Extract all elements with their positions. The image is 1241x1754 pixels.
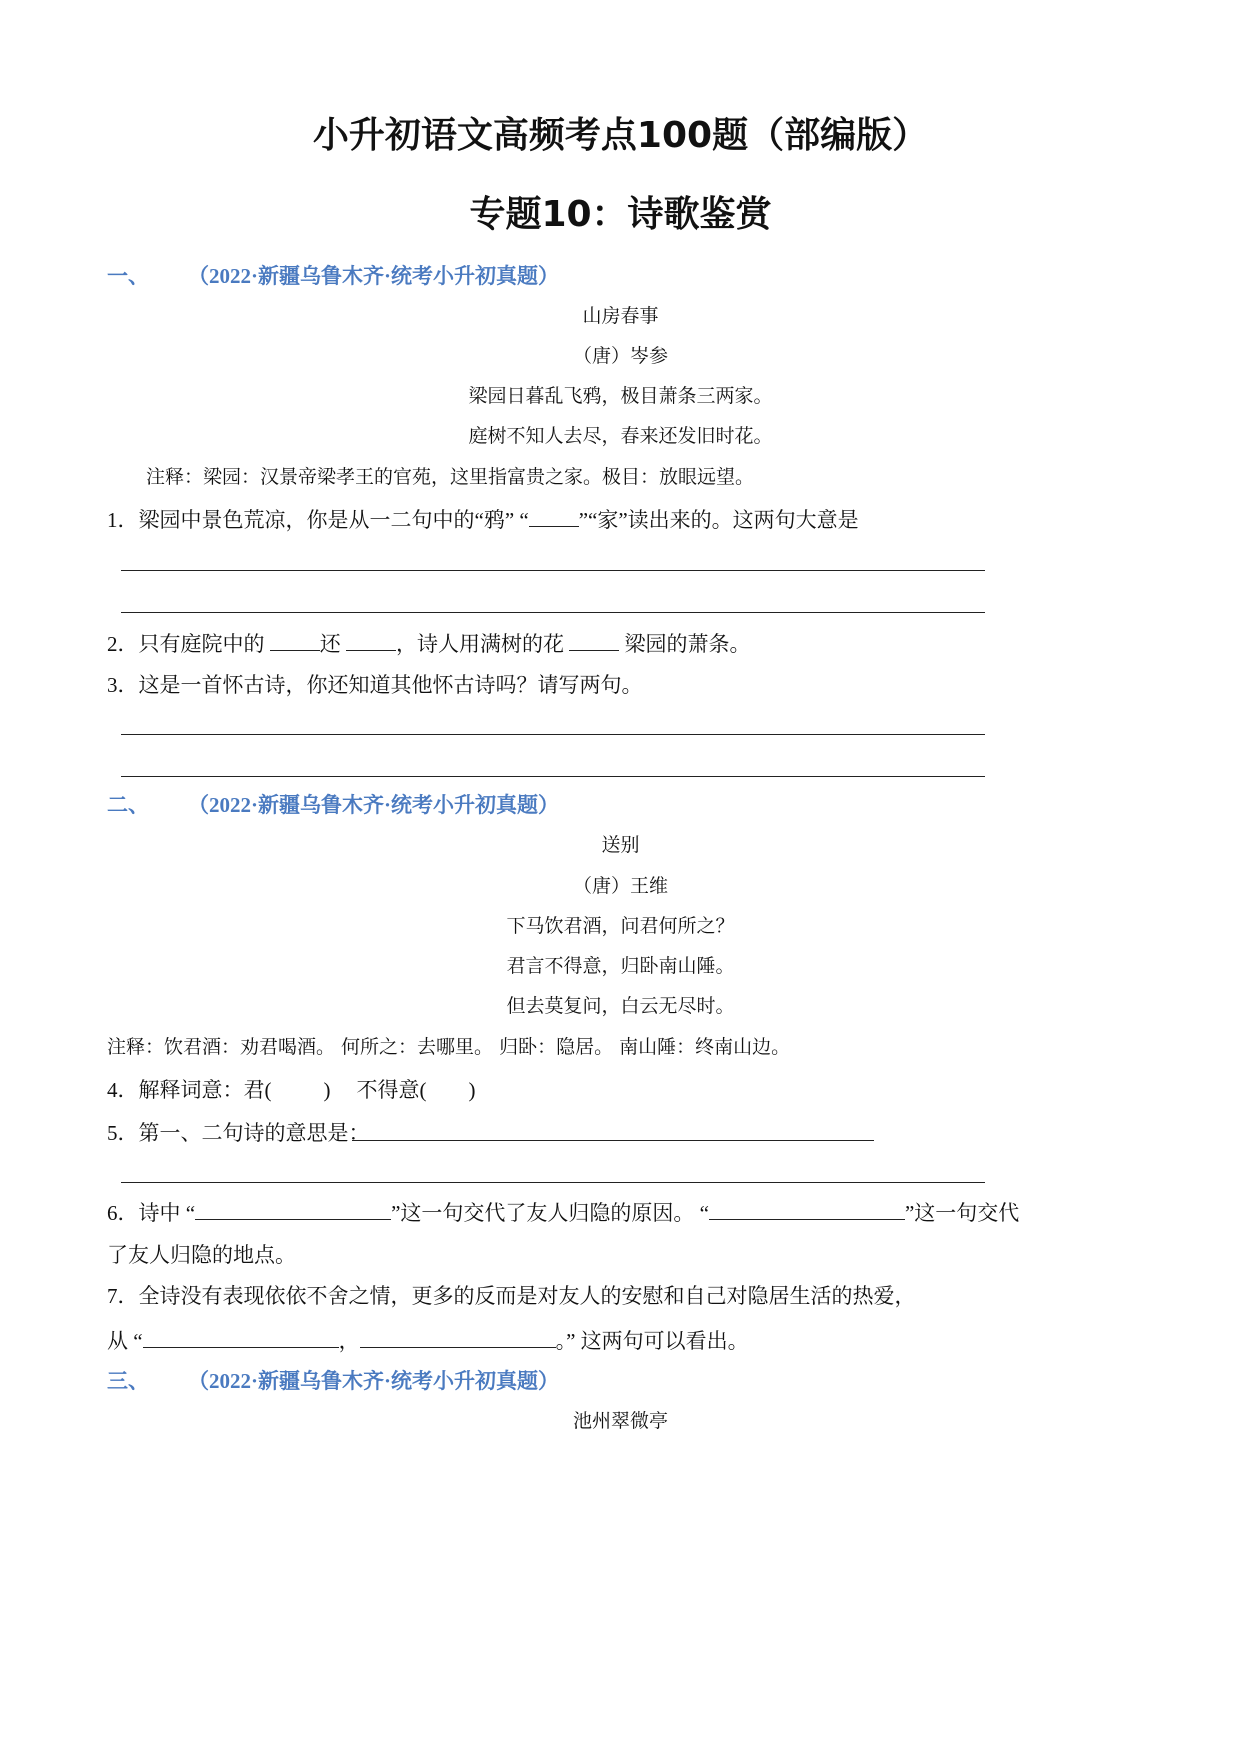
question-5: 5．第一、二句诗的意思是： bbox=[107, 1121, 370, 1145]
section-3-number: 三、 bbox=[107, 1369, 149, 1393]
section-2-number: 二、 bbox=[107, 793, 149, 817]
question-2-text-c: ，诗人用满树的花 bbox=[396, 632, 570, 656]
question-6-text-b: ”这一句交代了友人归隐的原因。 “ bbox=[391, 1201, 709, 1225]
question-6-text-c: ”这一句交代 bbox=[904, 1201, 1020, 1225]
question-7-text-b: 从 “ bbox=[107, 1329, 143, 1353]
question-7-text-c: ， bbox=[338, 1329, 360, 1353]
answer-line[interactable] bbox=[121, 570, 985, 571]
question-7: 7．全诗没有表现依依不舍之情，更多的反而是对友人的安慰和自己对隐居生活的热爱， bbox=[107, 1284, 916, 1308]
poem-2-note: 注释：饮君酒：劝君喝酒。 何所之：去哪里。 归卧：隐居。 南山陲：终南山边。 bbox=[107, 1036, 791, 1058]
question-1-text-a: 1．梁园中景色荒凉，你是从一二句中的“鸦” “ bbox=[107, 508, 529, 532]
poem-1-author: （唐）岑参 bbox=[572, 345, 668, 367]
question-2-text-d: 梁园的萧条。 bbox=[619, 632, 751, 656]
poem-2-author: （唐）王维 bbox=[572, 875, 668, 897]
page-title: 小升初语文高频考点100题（部编版） bbox=[312, 115, 929, 156]
poem-1-title: 山房春事 bbox=[582, 305, 659, 327]
poem-1-line-1: 梁园日暮乱飞鸦，极目萧条三两家。 bbox=[468, 385, 773, 407]
poem-2-line-3: 但去莫复问，白云无尽时。 bbox=[506, 995, 735, 1017]
answer-blank[interactable] bbox=[709, 1201, 905, 1220]
poem-3-title: 池州翠微亭 bbox=[572, 1410, 668, 1432]
question-3: 3．这是一首怀古诗，你还知道其他怀古诗吗？请写两句。 bbox=[107, 673, 643, 697]
answer-line[interactable] bbox=[121, 1182, 985, 1183]
question-7-text-d: 。” 这两句可以看出。 bbox=[555, 1329, 749, 1353]
question-6-text-a: 6．诗中 “ bbox=[107, 1201, 196, 1225]
poem-1-note: 注释：梁园：汉景帝梁孝王的官苑，这里指富贵之家。极目：放眼远望。 bbox=[146, 466, 755, 488]
answer-blank[interactable] bbox=[195, 1201, 391, 1220]
question-1 bbox=[107, 508, 859, 531]
poem-2-line-2: 君言不得意，归卧南山陲。 bbox=[506, 955, 735, 977]
poem-1-line-2: 庭树不知人去尽，春来还发旧时花。 bbox=[468, 425, 773, 447]
poem-2-line-1: 下马饮君酒，问君何所之？ bbox=[506, 915, 735, 937]
answer-blank[interactable] bbox=[270, 632, 320, 651]
answer-blank[interactable] bbox=[529, 508, 579, 527]
question-4-text-c: 不得意( bbox=[356, 1078, 427, 1102]
question-7-continued bbox=[107, 1329, 749, 1352]
answer-line[interactable] bbox=[352, 1140, 874, 1141]
answer-line[interactable] bbox=[121, 776, 985, 777]
question-2-text-b: 还 bbox=[319, 632, 346, 656]
answer-blank[interactable] bbox=[569, 632, 619, 651]
page-subtitle: 专题10：诗歌鉴赏 bbox=[469, 194, 772, 235]
answer-blank[interactable] bbox=[346, 632, 396, 651]
question-2 bbox=[107, 632, 751, 655]
answer-line[interactable] bbox=[121, 612, 985, 613]
section-2-source: （2022·新疆乌鲁木齐·统考小升初真题） bbox=[188, 793, 560, 817]
answer-line[interactable] bbox=[121, 734, 985, 735]
question-4-text-b: ) bbox=[323, 1078, 331, 1102]
question-1-text-b: ”“家”读出来的。这两句大意是 bbox=[578, 508, 859, 532]
section-1-number: 一、 bbox=[107, 264, 149, 288]
answer-blank[interactable] bbox=[360, 1329, 556, 1348]
question-6 bbox=[107, 1201, 1019, 1224]
section-3-source: （2022·新疆乌鲁木齐·统考小升初真题） bbox=[188, 1369, 560, 1393]
answer-blank[interactable] bbox=[143, 1329, 339, 1348]
question-4-text-d: ) bbox=[468, 1078, 476, 1102]
question-2-text-a: 2．只有庭院中的 bbox=[107, 632, 270, 656]
question-4-text-a: 4．解释词意：君( bbox=[107, 1078, 272, 1102]
question-6-continued: 了友人归隐的地点。 bbox=[107, 1243, 296, 1267]
poem-2-title: 送别 bbox=[601, 834, 640, 856]
question-4 bbox=[107, 1080, 476, 1101]
section-1-source: （2022·新疆乌鲁木齐·统考小升初真题） bbox=[188, 264, 560, 288]
